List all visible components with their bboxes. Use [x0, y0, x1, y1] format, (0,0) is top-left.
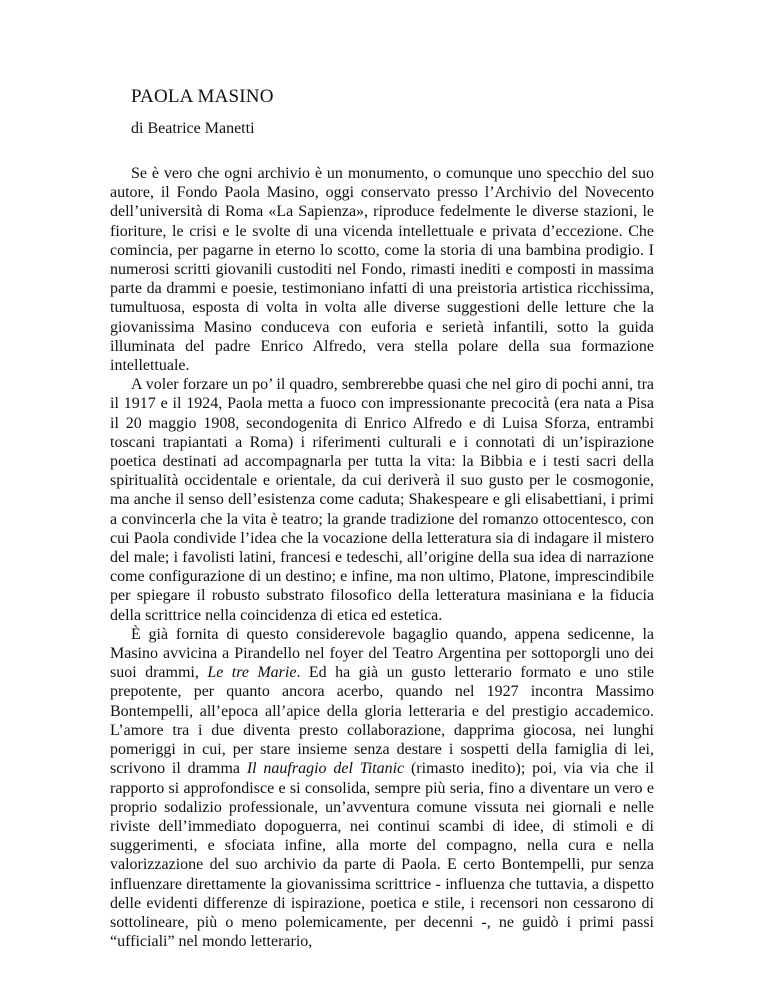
italic-title-il-naufragio: Il naufragio del Titanic: [246, 760, 405, 778]
paragraph-2: [110, 375, 654, 625]
article-title: PAOLA MASINO: [131, 86, 274, 107]
author-byline: di Beatrice Manetti: [131, 120, 255, 137]
paragraph-text: . Ed ha già un gusto letterario formato e uno stile prepotente, per quanto ancora acerbo, quando nel 1927 incontra Massimo Bontempelli, all’epoca all’apice della gloria letteraria e del prestigio accademico. L’amore tra i due diventa presto collaborazione, dapprima giocosa, nei lunghi pomeriggi in cui, per stare insieme senza destare i sospetti della famiglia di lei, scrivono il dramma: [110, 664, 655, 778]
paragraph-text: A voler forzare un po’ il quadro, sembrerebbe quasi che nel giro di pochi anni, tra il 1917 e il 1924, Paola metta a fuoco con impressionante precocità (era nata a Pisa il 20 maggio 1908, secondogenita di Enrico Alfredo e di Luisa Sforza, entrambi toscani trapiantati a Roma) i riferimenti culturali e i connotati di un’ispirazione poetica destinati ad accompagnarla per tutta la vita: la Bibbia e i testi sacri della spiritualità occidentale e orientale, da cui deriverà il suo gusto per le cosmogonie, ma anche il senso dell’esistenza come caduta; Shakespeare e gli elisabettiani, i primi a convincerla che la vita è teatro; la grande tradizione del romanzo ottocentesco, con cui Paola condivide l’idea che la vocazione della letteratura sia di indagare il mistero del male; i favolisti latini, francesi e tedeschi, all’origine della sua idea di narrazione come configurazione di un destino; e infine, ma non ultimo, Platone, imprescindibile per spiegare il robusto substrato filosofico della letteratura masiniana e la fiducia della scrittrice nella coincidenza di etica ed estetica.: [110, 376, 654, 624]
paragraph-text: È già fornita di questo considerevole bagaglio quando, appena sedicenne, la Masino avvicina a Pirandello nel foyer del Teatro Argentina per sottoporgli uno dei suoi drammi,: [110, 625, 654, 682]
paragraph-1: [110, 164, 654, 375]
paragraph-text: Se è vero che ogni archivio è un monumento, o comunque uno specchio del suo autore, il Fondo Paola Masino, oggi conservato presso l’Archivio del Novecento dell’università di Roma «La Sapienza», riproduce fedelmente le diverse stazioni, le fioriture, le crisi e le svolte di una vicenda intellettuale e privata d’eccezione. Che comincia, per pagarne in eterno lo scotto, come la storia di una bambina prodigio. I numerosi scritti giovanili custoditi nel Fondo, rimasti inediti e composti in massima parte da drammi e poesie, testimoniano infatti di una preistoria artistica ricchissima, tumultuosa, esposta di volta in volta alle diverse suggestioni delle letture che la giovanissima Masino conduceva con euforia e serietà infantili, sotto la guida illuminata del padre Enrico Alfredo, vera stella polare della sua formazione intellettuale.: [110, 165, 654, 375]
article-body: [110, 164, 654, 951]
paragraph-3: [110, 625, 654, 951]
paragraph-text: (rimasto inedito); poi, via via che il rapporto si approfondisce e si consolida, sempre più seria, fino a diventare un vero e proprio sodalizio professionale, un’avventura comune vissuta nei giornali e nelle riviste dell’immediato dopoguerra, nei continui scambi di idee, di stimoli e di suggerimenti, e sfociata infine, alla morte del compagno, nella cura e nella valorizzazione del suo archivio da parte di Paola. E certo Bontempelli, pur senza influenzare direttamente la giovanissima scrittrice - influenza che tuttavia, a dispetto delle evidenti differenze di ispirazione, poetica e stile, i recensori non cessarono di sottolineare, più o meno polemicamente, per decenni -, ne guidò i primi passi “ufficiali” nel mondo letterario,: [110, 760, 654, 951]
italic-title-le-tre-marie: Le tre Marie: [207, 664, 297, 682]
